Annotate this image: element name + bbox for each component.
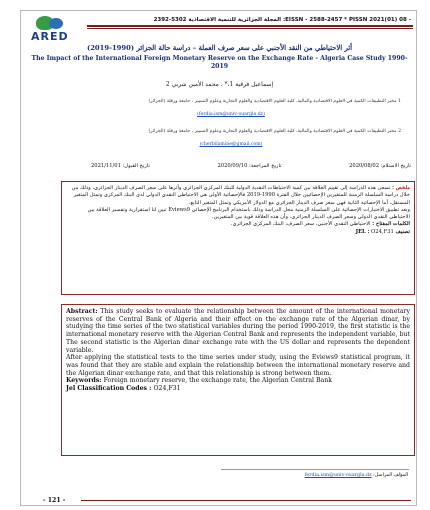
header-divider-thin [87,28,413,29]
page-number: - 121 - [43,497,66,504]
english-abstract-body2: After applying the statistical tests to the time series under study, using the Eviews9 statistical program, it was found that they are stable and explain the relationship between the international monetary reserve and the Algerian dinar exchange rate, and that this relationship is strong between them. [66,354,410,377]
footnote-divider [221,469,409,470]
journal-logo [27,16,87,46]
arabic-jel-label: تصنيف JEL : [355,228,410,235]
header-divider [87,25,413,27]
arabic-keywords: الاحتياطي النقدي الأجنبي، سعر الصرف، البنك المركزي الجزائري. [230,221,371,228]
arabic-abstract-label: ملخص : [392,185,410,191]
arabic-abstract-body: تسعى هذه الدراسة إلى تقييم العلاقة بين كمية الاحتياطات النقدية الدولية للبنك المركزي الجزائري وأثرها على سعر الصرف الدينار الجزائري، وذلك من خلال دراسة السلسلة الزمنية للمتغيرين الإحصائيين خلال الفترة 1990-2019 فالإحصائية الأولى هي الاحتياطي النقدي الدولي لدى البنك المركزي وتمثل المتغير المستقل، أما الإحصائية الثانية فهي سعر صرف الدينار الجزائري مع الدولار الأمريكي وتمثل المتغير التابع. [71,185,410,206]
arabic-jel: O24,F31 [371,228,394,235]
journal-header: المجلة الجزائرية للتنمية الاقتصادية 5302-2392 :EISSN - 2588-2457 * PISSN 2021(01) 08 - [153,17,411,23]
arabic-keywords-label: الكلمات المفتاح : [372,221,410,228]
corresponding-author-label: المؤلف المراسل: [373,473,408,478]
english-title: The Impact of the International Foreign Monetary Reserve on the Exchange Rate - Algeria Case Study 1990-2019 [31,55,408,70]
english-keywords: Foreign monetary reserve, the exchange rate, the Algerian Central Bank [103,377,332,385]
affiliation-2: 2 مخبر التطبيقات الكمية في العلوم الاقتصادية والمالية، كلية العلوم الاقتصادية والعلوم التجارية وعلوم التسيير ، جامعة ورقلة (الجزائر) [148,129,401,134]
english-abstract-label: Abstract: [66,308,98,315]
english-keywords-label: Keywords: [66,377,102,385]
arabic-abstract [61,181,415,295]
date-accepted: تاريخ القبول: 2021/11/01 [91,163,150,169]
arabic-abstract-body2: وبعد تطبيق الاختبارات الإحصائية على السلسلة الزمنية محل الدراسة وذلك باستخدام البرنامج الإحصائي Eviews9 تبين لنا استقرارية وتفسير العلاقة بين الاحتياطي النقدي الدولي وسعر الصرف الدينار الجزائري، وأن هذه العلاقة قوية بين المتغيرين. [87,206,410,221]
logo-globe-icon [49,18,63,29]
authors: إسماعيل فرقية 1،* ، محمد الأمين شربي 2 [165,81,274,88]
footer-divider [81,500,411,501]
affiliation-2-email[interactable]: (cherbilamine@gmail.com) [199,142,263,147]
journal-page [20,10,417,506]
date-revised: تاريخ المراجعة: 2020/09/10 [217,163,282,169]
english-abstract-body: This study seeks to evaluate the relationship between the amount of the international monetary reserves of the Central Bank of Algeria and their effect on the exchange rate of the Algerian dinar, by studying the time series of the two statistical variables during the period 1990-2019, the first statistic is the international monetary reserve with the Algerian Central Bank and represents the independent variable, but The second statistic is the Algerian dinar exchange rate with the US dollar and represents the dependent variable. [66,308,411,354]
corresponding-author-email[interactable]: ferdia.ism@univ-ouargla.dz [304,473,372,478]
affiliation-1: 1 مخبر التطبيقات الكمية في العلوم الاقتصادية والمالية، كلية العلوم الاقتصادية والعلوم التجارية وعلوم التسيير ، جامعة ورقلة (الجزائر) [148,99,401,104]
logo-text: ARED [31,30,69,43]
english-abstract [61,304,415,456]
english-jel: O24,F31 [153,385,181,393]
date-received: تاريخ الاستلام: 2020/08/02 [349,163,411,169]
english-jel-label: Jel Classification Codes : [66,385,152,393]
affiliation-1-email[interactable]: (ferdia.ism@univ-ouargla.dz) [197,112,265,117]
arabic-title: أثر الاحتياطي من النقد الأجنبي على سعر صرف العملة – دراسة حالة الجزائر (1990-2019) [86,44,353,52]
corresponding-author [305,473,408,478]
article-dates [91,163,411,169]
